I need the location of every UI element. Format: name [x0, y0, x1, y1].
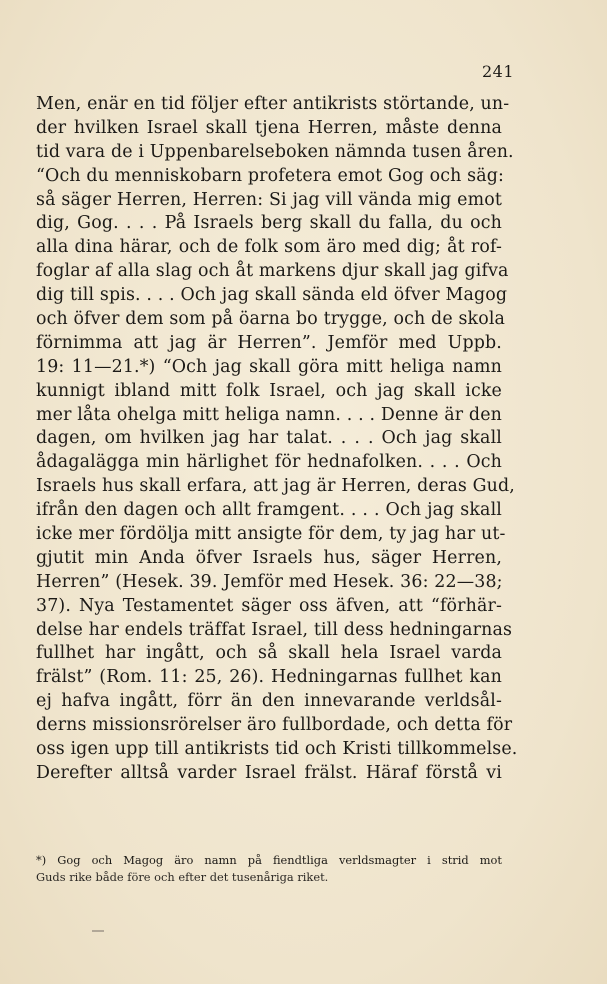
footnote	[36, 852, 502, 886]
text-line: kunnigt ibland mitt folk Israel, och jag skall icke	[36, 380, 502, 401]
text-line: tid vara de i Uppenbarelseboken nämnda tusen åren.	[36, 141, 514, 162]
text-line: oss igen upp till antikrists tid och Kristi tillkommelse.	[36, 739, 518, 760]
text-line: Men, enär en tid följer efter antikrists störtande, un-	[36, 94, 510, 114]
text-line: ådagalägga min härlighet för hednafolken. . . . Och	[36, 452, 502, 473]
text-line: derns missionsrörelser äro fullbordade, och detta för	[36, 715, 513, 736]
text-line: delse har endels träffat Israel, till dess hedningarnas	[36, 619, 513, 640]
text-line: så säger Herren, Herren: Si jag vill vända mig emot	[36, 189, 502, 210]
text-line: foglar af alla slag och åt markens djur skall jag gifva	[36, 261, 509, 282]
text-line: Derefter alltså varder Israel frälst. Häraf förstå vi	[36, 762, 502, 783]
text-line: Herren” (Hesek. 39. Jemför med Hesek. 36: 22—38;	[36, 571, 503, 592]
scan-mark	[92, 930, 104, 932]
text-line: ej hafva ingått, förr än den innevarande verldsål-	[36, 691, 502, 712]
footnote-line: Guds rike både före och efter det tusenåriga riket.	[36, 870, 329, 884]
text-line: dagen, om hvilken jag har talat. . . . Och jag skall	[36, 428, 502, 449]
text-line: frälst” (Rom. 11: 25, 26). Hedningarnas fullhet kan	[36, 667, 502, 688]
text-line: Israels hus skall erfara, att jag är Herren, deras Gud,	[36, 476, 515, 497]
text-line: icke mer fördölja mitt ansigte för dem, ty jag har ut-	[36, 524, 506, 545]
text-line: dig, Gog. . . . På Israels berg skall du falla, du och	[36, 213, 502, 234]
text-line: 19: 11—21.*) “Och jag skall göra mitt heliga namn	[36, 356, 502, 377]
page-number: 241	[481, 62, 514, 81]
text-line: mer låta ohelga mitt heliga namn. . . . Denne är den	[36, 404, 502, 425]
text-line: “Och du menniskobarn profetera emot Gog och säg:	[36, 165, 505, 186]
text-line: ifrån den dagen och allt framgent. . . . Och jag skall	[36, 500, 502, 521]
text-line: fullhet har ingått, och så skall hela Israel varda	[36, 643, 502, 664]
body-text	[36, 93, 518, 786]
text-line: och öfver dem som på öarna bo trygge, och de skola	[36, 309, 506, 330]
text-line: 37). Nya Testamentet säger oss äfven, att “förhär-	[36, 595, 502, 616]
footnote-line: *) Gog och Magog äro namn på fiendtliga verldsmagter i strid mot	[36, 853, 502, 867]
text-line: der hvilken Israel skall tjena Herren, måste denna	[36, 117, 502, 138]
text-line: dig till spis. . . . Och jag skall sända eld öfver Magog	[36, 285, 508, 306]
text-line: alla dina härar, och de folk som äro med dig; åt rof-	[36, 237, 502, 258]
text-line: gjutit min Anda öfver Israels hus, säger Herren,	[36, 547, 502, 568]
text-line: förnimma att jag är Herren”. Jemför med Uppb.	[36, 332, 502, 353]
